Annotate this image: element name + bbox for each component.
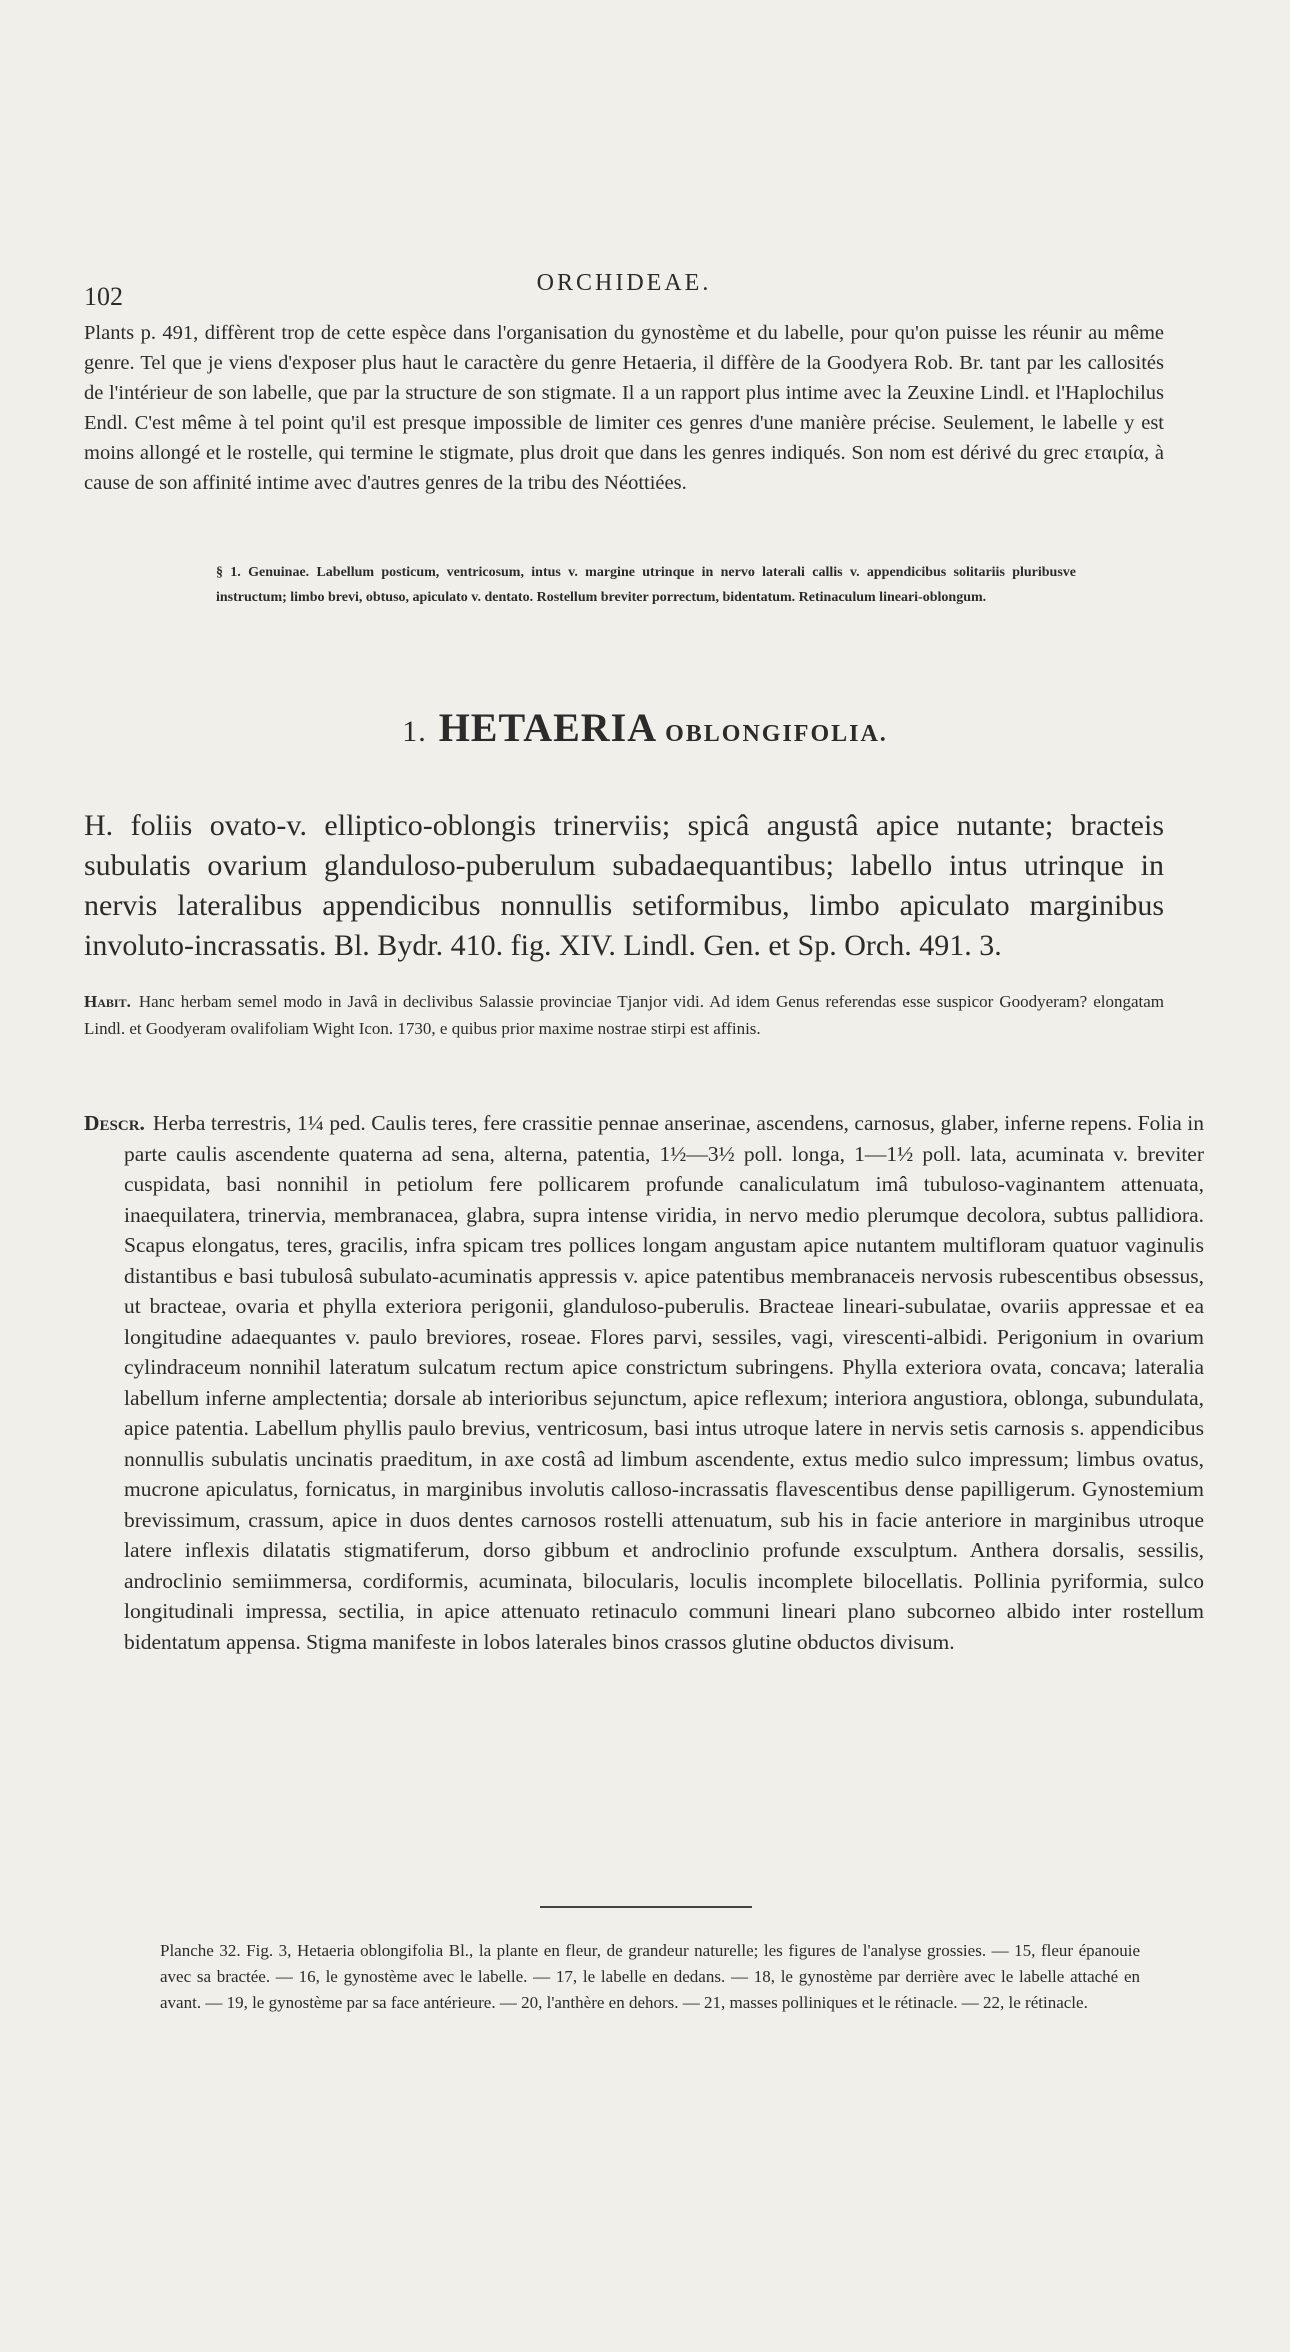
- species-epithet: OBLONGIFOLIA.: [665, 721, 888, 747]
- descr-label: Descr.: [84, 1111, 145, 1135]
- plate-caption: Planche 32. Fig. 3, Hetaeria oblongifolia Bl., la plante en fleur, de grandeur naturelle; les figures de l'analyse grossies. — 15, fleur épanouie avec sa bractée. — 16, le gynostème avec le labelle. — 17, le labelle en dedans. — 18, le gynostème par derrière avec le labelle attaché en avant. — 19, le gynostème par sa face antérieure. — 20, l'anthère en dehors. — 21, masses polliniques et le rétinacle. — 22, le rétinacle.: [160, 1941, 1140, 2012]
- section-note: § 1. Genuinae. Labellum posticum, ventricosum, intus v. margine utrinque in nervo laterali callis v. appendicibus solitariis pluribusve instructum; limbo brevi, obtuso, apiculato v. dentato. Rostellum breviter porrectum, bidentatum. Retinaculum lineari-oblongum.: [216, 565, 1076, 605]
- running-title: ORCHIDEAE.: [536, 270, 712, 296]
- species-heading: [0, 704, 1290, 751]
- habit-label: Habit.: [84, 992, 131, 1011]
- page-number: 102: [84, 282, 123, 311]
- diagnosis-paragraph: H. foliis ovato-v. elliptico-oblongis trinerviis; spicâ angustâ apice nutante; bracteis subulatis ovarium glanduloso-puberulum subadaequantibus; labello intus utrinque in nervis lateralibus appendicibus nonnullis setiformibus, limbo apiculato marginibus involuto-incrassatis. Bl. Bydr. 410. fig. XIV. Lindl. Gen. et Sp. Orch. 491. 3.: [84, 809, 1164, 962]
- habit-text: Hanc herbam semel modo in Javâ in declivibus Salassie provinciae Tjanjor vidi. Ad idem Genus referendas esse suspicor Goodyeram? elongatam Lindl. et Goodyeram ovalifoliam Wight Icon. 1730, e quibus prior maxime nostrae stirpi est affinis.: [84, 992, 1164, 1038]
- section-divider: [540, 1906, 752, 1908]
- species-genus: HETAERIA: [438, 705, 658, 750]
- description-paragraph: [84, 1108, 1204, 1657]
- descr-text: Herba terrestris, 1¼ ped. Caulis teres, fere crassitie pennae anserinae, ascendens, carnosus, glaber, inferne repens. Folia in parte caulis ascendente quaterna ad sena, alterna, patentia, 1½—3½ poll. longa, 1—1½ poll. lata, acuminata v. breviter cuspidata, basi nonnihil in petiolum fere pollicarem profunde canaliculatum imâ tubuloso-vaginantem attenuata, inaequilatera, trinervia, membranacea, glabra, supra intense viridia, in nervo medio plerumque decolora, subtus pallidiora. Scapus elongatus, teres, gracilis, infra spicam tres pollices longam angustam apice nutantem multifloram quatuor vaginulis distantibus e basi tubulosâ subulato-acuminatis appressis v. apice patentibus membranaceis nervosis rubescentibus obsessus, ut bracteae, ovaria et phylla exteriora perigonii, glanduloso-puberulis. Bracteae lineari-subulatae, ovariis appressae et ea longitudine adaequantes v. paulo breviores, roseae. Flores parvi, sessiles, vagi, virescenti-albidi. Perigonium in ovarium cylindraceum nonnihil lateratum sulcatum rectum apice constrictum subringens. Phylla exteriora ovata, concava; lateralia labellum inferne amplectentia; dorsale ab interioribus sejunctum, apice reflexum; interiora angustiora, oblonga, subundulata, apice patentia. Labellum phyllis paulo brevius, ventricosum, basi intus utroque latere in nervis setis carnosis s. appendicibus nonnullis subulatis uncinatis praeditum, in axe costâ ad limbum ascendente, extus medio sulco impressum; limbus ovatus, mucrone apiculatus, fornicatus, in marginibus involutis calloso-incrassatis flavescentibus dense papilligerum. Gynostemium brevissimum, crassum, apice in duos dentes carnosos rostelli attenuatum, sub his in facie anteriore in marginibus utroque latere inflexis dilatatis stigmatiferum, dorso gibbum et androclinio profunde exsculptum. Anthera dorsalis, sessilis, androclinio semiimmersa, cordiformis, acuminata, bilocularis, loculis incomplete bilocellatis. Pollinia pyriformia, sulco longitudinali impressa, sectilia, in apice attenuato retinaculo communi lineari plano subcorneo albido inter rostellum bidentatum appensa. Stigma manifeste in lobos laterales binos crassos glutine obductos divisum.: [124, 1111, 1204, 1654]
- species-number: 1.: [402, 715, 427, 748]
- habit-paragraph: [84, 988, 1164, 1042]
- page-header: [84, 262, 1164, 311]
- intro-paragraph: Plants p. 491, diffèrent trop de cette espèce dans l'organisation du gynostème et du labelle, pour qu'on puisse les réunir au même genre. Tel que je viens d'exposer plus haut le caractère du genre Hetaeria, il diffère de la Goodyera Rob. Br. tant par les callosités de l'intérieur de son labelle, que par la structure de son stigmate. Il a un rapport plus intime avec la Zeuxine Lindl. et l'Haplochilus Endl. C'est même à tel point qu'il est presque impossible de limiter ces genres d'une manière précise. Seulement, le labelle y est moins allongé et le rostelle, qui termine le stigmate, plus droit que dans les genres indiqués. Son nom est dérivé du grec εταιρία, à cause de son affinité intime avec d'autres genres de la tribu des Néottiées.: [84, 322, 1164, 494]
